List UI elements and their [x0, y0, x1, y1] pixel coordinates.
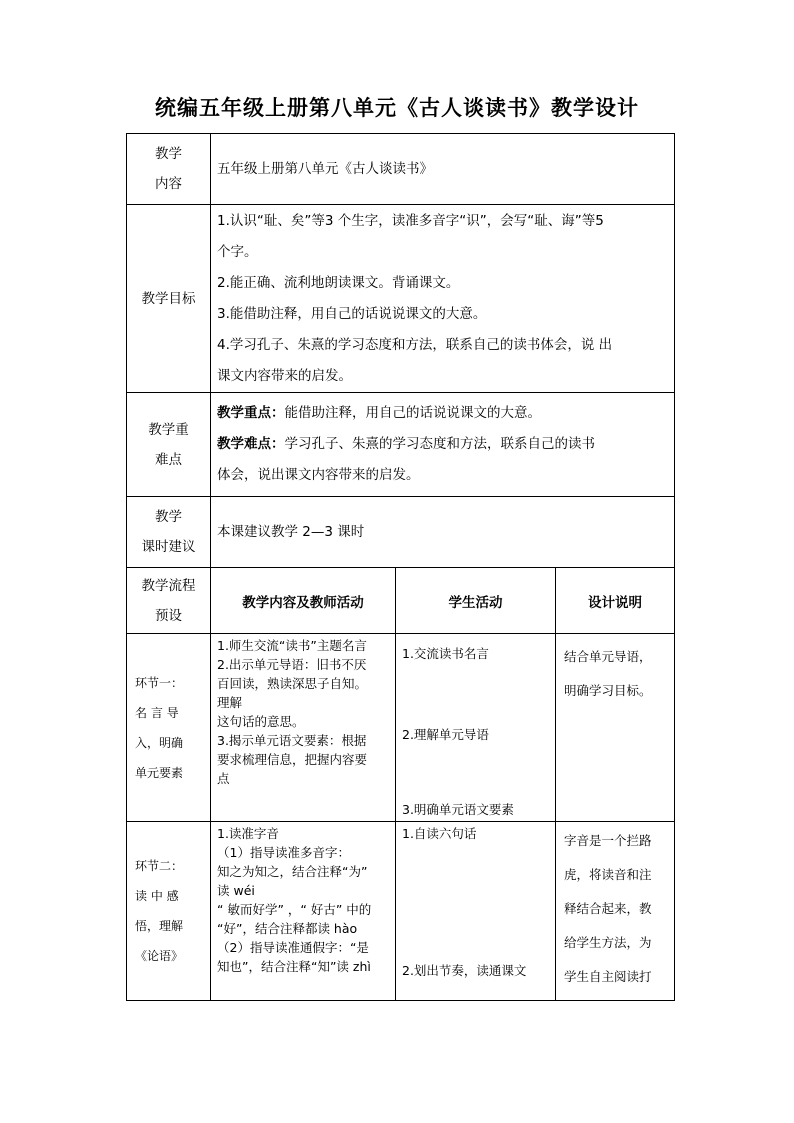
segment-one-student: 1.交流读书名言 2.理解单元导语 3.明确单元语文要素: [396, 634, 556, 822]
goals-text: 1.认识“耻、矣”等3 个生字，读准多音字“识”，会写“耻、诲”等5 个字。 2.能正确、流利地朗读课文。背诵课文。 3.能借助注释，用自己的话说说课文的大意。 4.学习孔子、朱熹的学习态度和方法，联系自己的读书体会，说 出 课文内容带来的启发。: [211, 205, 675, 393]
hours-text: 本课建议教学 2—3 课时: [211, 497, 675, 568]
hours-label: 教学 课时建议: [127, 497, 211, 568]
segment-two-student: 1.自读六句话 2.划出节奏，读通课文: [396, 822, 556, 1001]
lesson-plan-table: [126, 133, 675, 1001]
content-label: 教学 内容: [127, 134, 211, 205]
difficulty-label: 教学难点：: [217, 436, 285, 452]
column-header-notes: 设计说明: [556, 568, 675, 634]
segment-two-label: 环节二： 读 中 感 悟，理解 《论语》: [127, 822, 211, 1001]
segment-one-notes: 结合单元导语， 明确学习目标。: [556, 634, 675, 822]
segment-two-notes: 字音是一个拦路 虎，将读音和注 释结合起来，教 给学生方法，为 学生自主阅读打: [556, 822, 675, 1001]
content-row: [127, 134, 675, 205]
key-point-text: 能借助注释，用自己的话说说课文的大意。: [284, 405, 541, 421]
keypoints-label: 教学重 难点: [127, 393, 211, 497]
goals-label: 教学目标: [127, 205, 211, 393]
keypoints-row: [127, 393, 675, 497]
flow-label: 教学流程 预设: [127, 568, 211, 634]
key-point-label: 教学重点：: [217, 405, 285, 421]
page-title: 统编五年级上册第八单元《古人谈读书》教学设计: [155, 96, 639, 120]
content-text: 五年级上册第八单元《古人谈读书》: [211, 134, 675, 205]
flow-header-row: [127, 568, 675, 634]
hours-row: [127, 497, 675, 568]
segment-two-teacher: 1.读准字音 （1）指导读准多音字： 知之为知之，结合注释“为” 读 wéi “ 敏而好学” ，“ 好古” 中的 “好”，结合注释都读 hào （2）指导读准通假字：“是 知也”，结合注释“知”读 zhì: [211, 822, 396, 1001]
segment-one-row: [127, 634, 675, 822]
column-header-student: 学生活动: [396, 568, 556, 634]
column-header-teacher: 教学内容及教师活动: [211, 568, 396, 634]
goals-row: [127, 205, 675, 393]
segment-two-row: [127, 822, 675, 1001]
segment-one-teacher: 1.师生交流“读书”主题名言 2.出示单元导语：旧书不厌 百回读，熟读深思子自知。 理解 这句话的意思。 3.揭示单元语文要素：根据 要求梳理信息，把握内容要 点: [211, 634, 396, 822]
segment-one-label: 环节一： 名 言 导 入，明确 单元要素: [127, 634, 211, 822]
keypoints-text: 教学重点：能借助注释，用自己的话说说课文的大意。 教学难点：学习孔子、朱熹的学习态度和方法，联系自己的读书 体会，说出课文内容带来的启发。: [211, 393, 675, 497]
difficulty-text: 学习孔子、朱熹的学习态度和方法，联系自己的读书: [284, 436, 595, 452]
